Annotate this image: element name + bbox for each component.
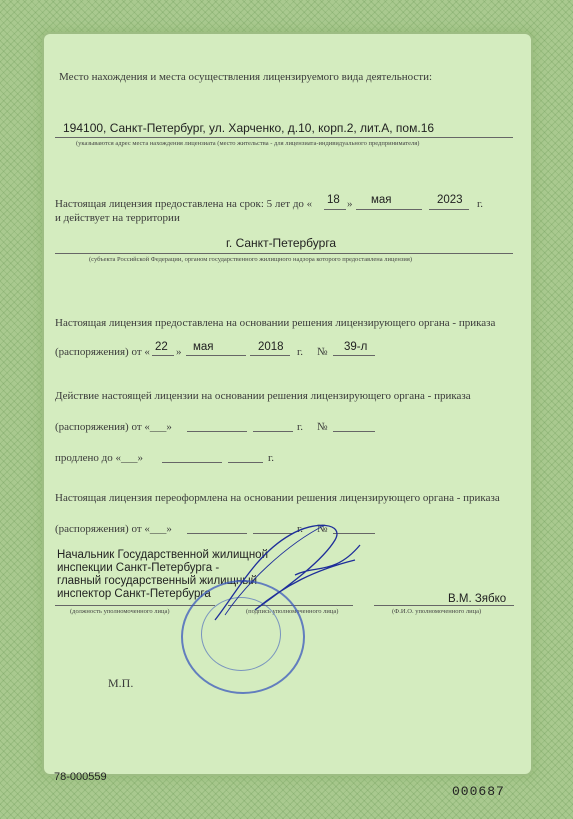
- extended-year-underline: [228, 462, 263, 463]
- territory-underline: [55, 253, 513, 254]
- reissue-year-suffix: г.: [297, 523, 304, 535]
- term-month: мая: [371, 194, 392, 206]
- signatory-name: В.М. Зябко: [448, 593, 507, 605]
- basis-order-label: (распоряжения) от «: [55, 346, 150, 358]
- license-address: 194100, Санкт-Петербург, ул. Харченко, д.10, корп.2, лит.А, пом.16: [63, 121, 435, 135]
- territory-value: г. Санкт-Петербурга: [226, 236, 337, 250]
- term-year: 2023: [437, 194, 463, 206]
- basis-number-label: №: [317, 346, 328, 358]
- extended-month-underline: [162, 462, 222, 463]
- basis-year-suffix: г.: [297, 346, 304, 358]
- term-year-suffix: г.: [477, 198, 484, 210]
- basis-day: 22: [155, 341, 168, 353]
- seal-label: М.П.: [108, 676, 134, 690]
- territory-label: и действует на территории: [55, 212, 180, 224]
- basis-text: Настоящая лицензия предоставлена на основании решения лицензирующего органа - приказа: [55, 317, 496, 329]
- reissue-number-label: №: [317, 523, 328, 535]
- signatory-position-line4: инспектор Санкт-Петербурга: [57, 588, 211, 600]
- action-text: Действие настоящей лицензии на основании решения лицензирующего органа - приказа: [55, 390, 471, 402]
- action-year-underline: [253, 431, 293, 432]
- extended-suffix: г.: [268, 452, 275, 464]
- reissue-order-label: (распоряжения) от «___»: [55, 523, 172, 535]
- signatory-position-line2: инспекции Санкт-Петербурга -: [57, 562, 220, 574]
- basis-month: мая: [193, 341, 214, 353]
- address-caption: (указываются адрес места нахождения лицензиата (место жительства - для лицензиата-индивидуального предпринимателя): [76, 140, 420, 147]
- basis-number: 39-л: [344, 341, 368, 353]
- basis-day-underline: [152, 355, 174, 356]
- basis-year-underline: [250, 355, 290, 356]
- basis-year: 2018: [258, 341, 284, 353]
- signature-caption: (подпись уполномоченного лица): [246, 608, 339, 615]
- form-number: 000687: [452, 784, 505, 799]
- term-year-underline: [429, 209, 469, 210]
- term-day-close: »: [347, 198, 353, 210]
- basis-number-underline: [333, 355, 375, 356]
- action-month-underline: [187, 431, 247, 432]
- action-number-underline: [333, 431, 375, 432]
- name-underline: [374, 605, 514, 606]
- term-day: 18: [327, 194, 340, 206]
- action-year-suffix: г.: [297, 421, 304, 433]
- position-caption: (должность уполномоченного лица): [70, 608, 170, 615]
- signatory-position-line1: Начальник Государственной жилищной: [57, 549, 269, 561]
- territory-caption: (субъекта Российской Федерации, органом государственного жилищного надзора которого предоставлена лицензия): [89, 256, 413, 263]
- name-caption: (Ф.И.О. уполномоченного лица): [392, 608, 482, 615]
- address-underline: [55, 137, 513, 138]
- action-order-label: (распоряжения) от «___»: [55, 421, 172, 433]
- term-text: Настоящая лицензия предоставлена на срок: 5 лет до «: [55, 198, 313, 210]
- handwritten-signature: [195, 515, 365, 625]
- action-number-label: №: [317, 421, 328, 433]
- extended-label: продлено до «___»: [55, 452, 144, 464]
- basis-month-underline: [186, 355, 246, 356]
- basis-day-close: »: [176, 346, 182, 358]
- term-month-underline: [356, 209, 422, 210]
- reissue-text: Настоящая лицензия переоформлена на основании решения лицензирующего органа - приказа: [55, 492, 500, 504]
- signatory-position-line3: главный государственный жилищный: [57, 575, 258, 587]
- form-series: 78-000559: [54, 771, 107, 783]
- term-day-underline: [324, 209, 346, 210]
- location-heading: Место нахождения и места осуществления лицензируемого вида деятельности:: [59, 71, 433, 83]
